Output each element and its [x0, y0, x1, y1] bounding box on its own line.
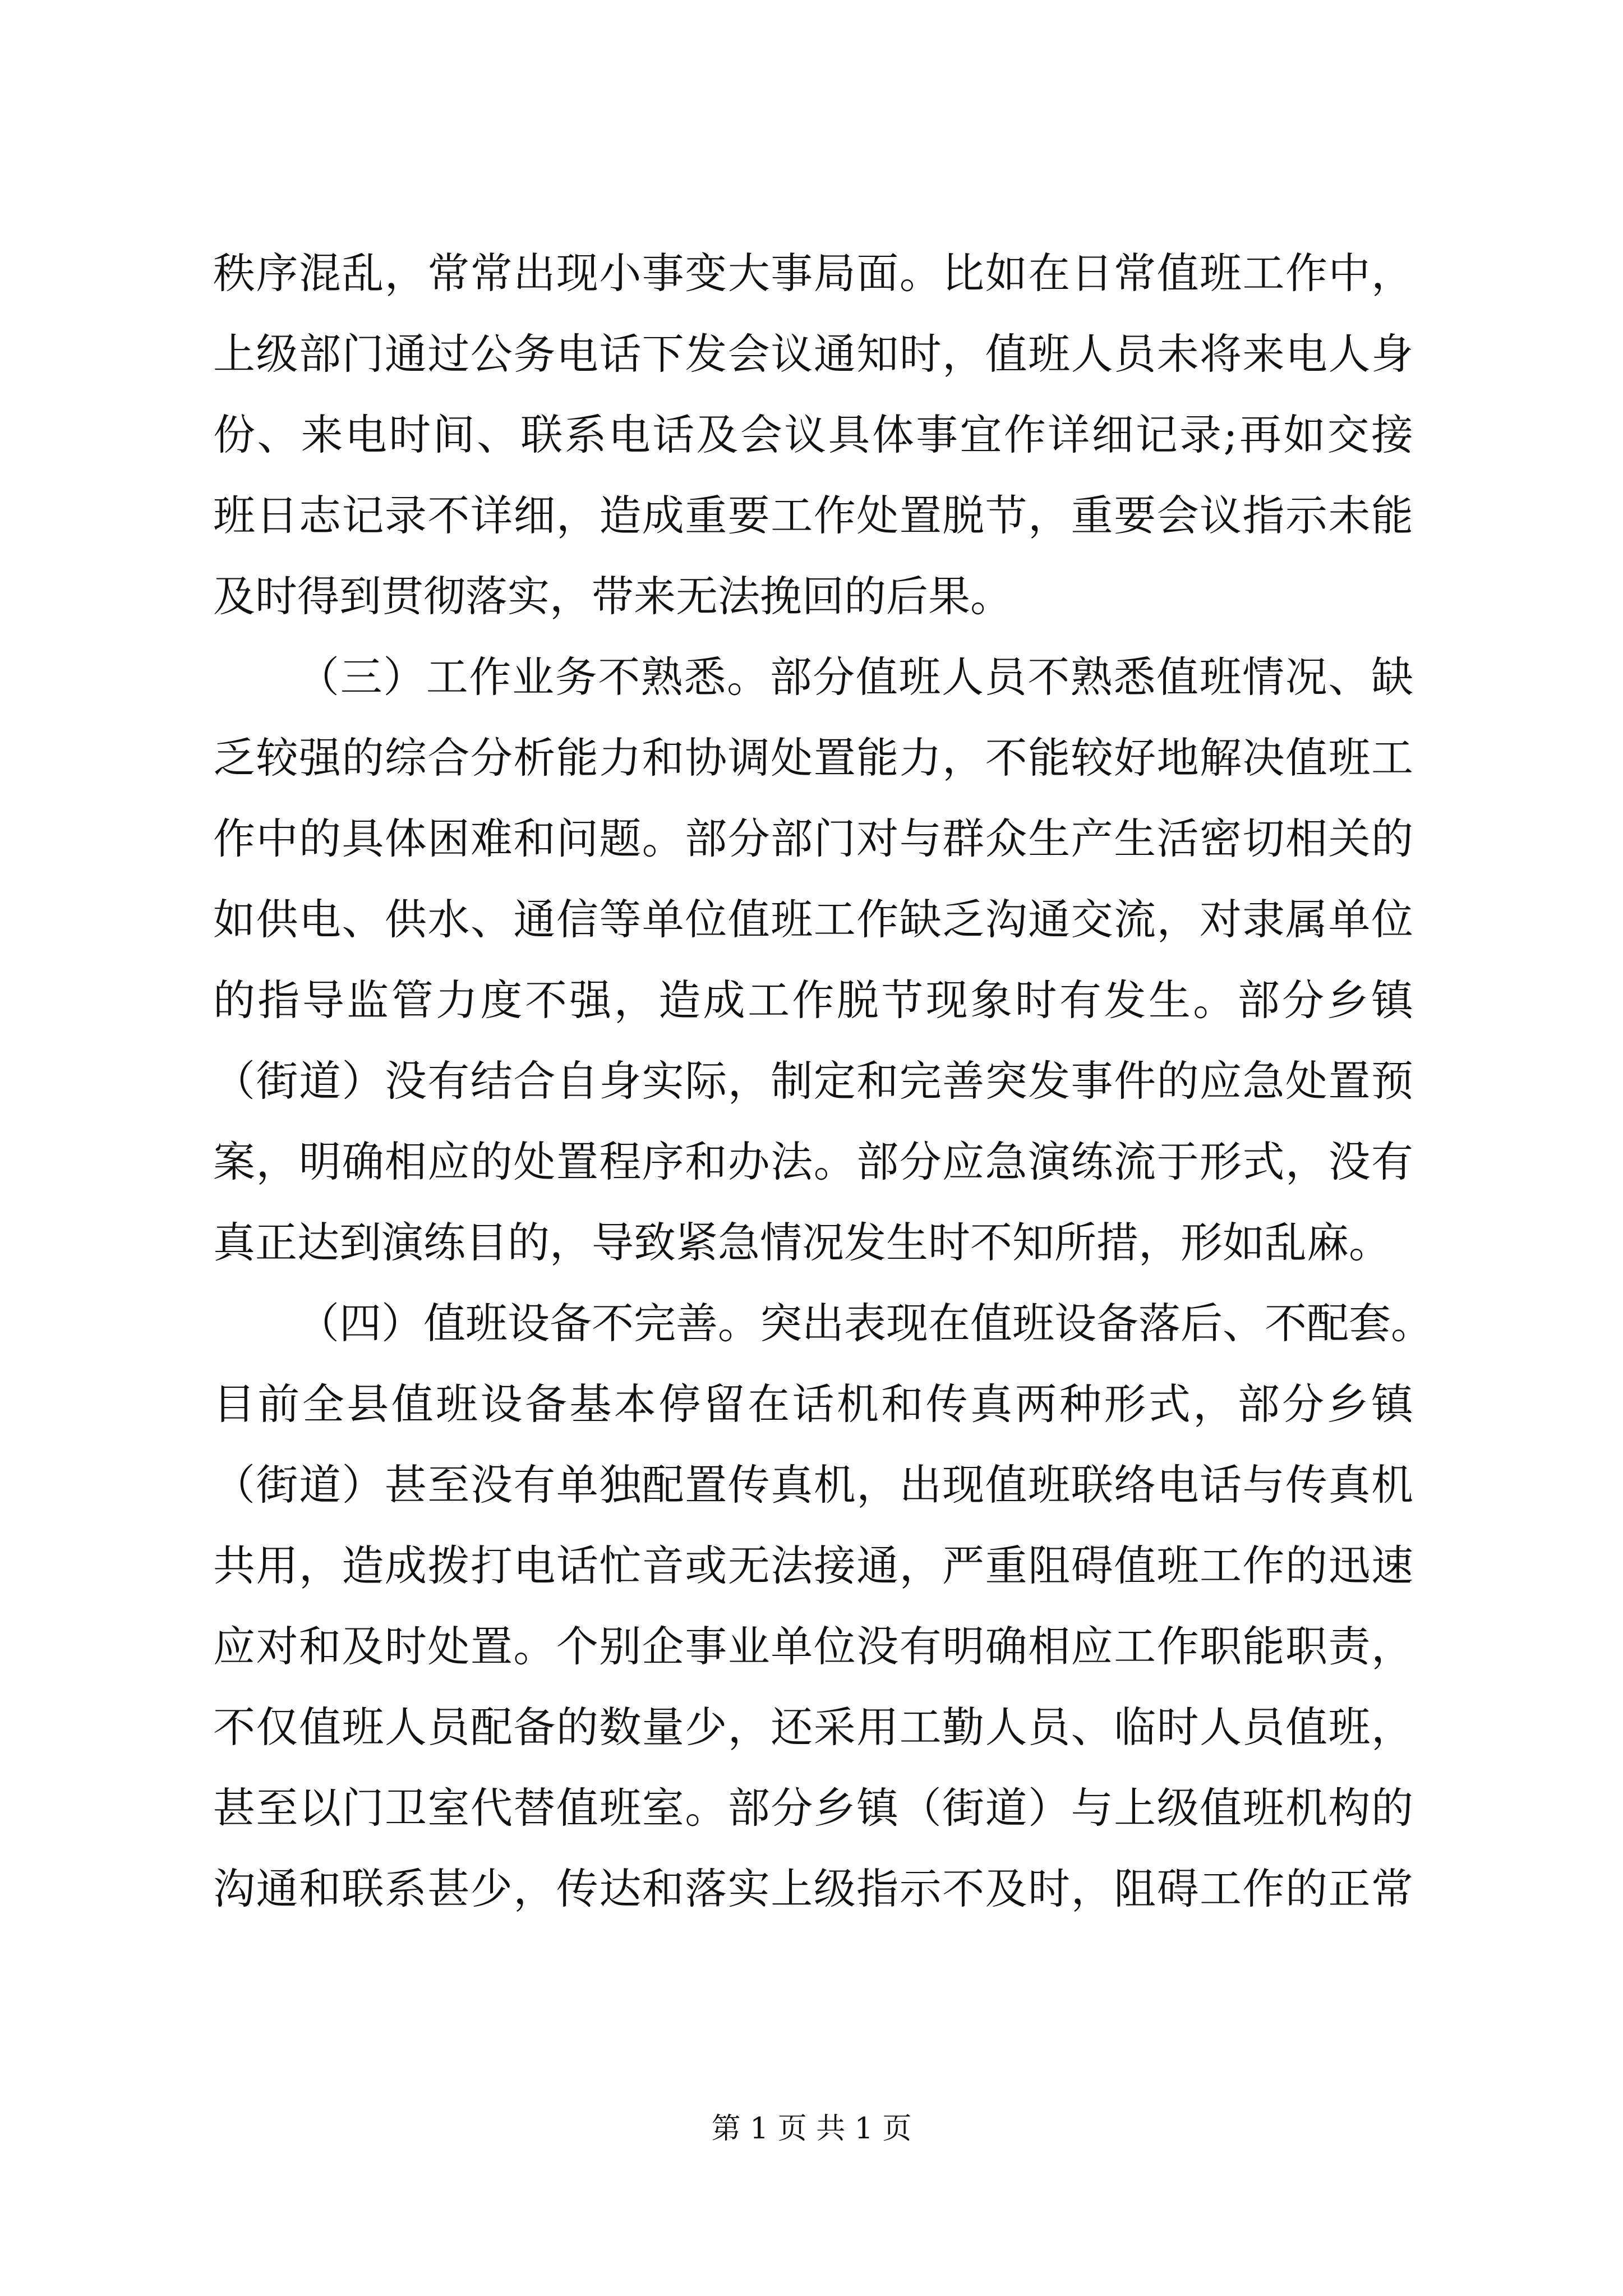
text-line: 上级部门通过公务电话下发会议通知时，值班人员未将来电人身 [213, 329, 1413, 379]
text-line: （三）工作业务不熟悉。部分值班人员不熟悉值班情况、缺 [297, 652, 1413, 702]
text-line: 秩序混乱，常常出现小事变大事局面。比如在日常值班工作中， [213, 249, 1413, 298]
text-line: 如供电、供水、通信等单位值班工作缺乏沟通交流，对隶属单位 [213, 895, 1413, 944]
page-footer: 第 1 页 共 1 页 [711, 2112, 912, 2146]
text-line: 份、来电时间、联系电话及会议具体事宜作详细记录;再如交接 [213, 410, 1413, 459]
text-line: （四）值班设备不完善。突出表现在值班设备落后、不配套。 [297, 1299, 1433, 1348]
text-line: 目前全县值班设备基本停留在话机和传真两种形式，部分乡镇 [213, 1379, 1413, 1429]
text-line: 不仅值班人员配备的数量少，还采用工勤人员、临时人员值班， [213, 1703, 1413, 1752]
text-line: 应对和及时处置。个别企事业单位没有明确相应工作职能职责， [213, 1622, 1413, 1671]
text-line: 及时得到贯彻落实，带来无法挽回的后果。 [213, 572, 1013, 621]
text-line: 乏较强的综合分析能力和协调处置能力，不能较好地解决值班工 [213, 733, 1413, 783]
text-line: （街道）没有结合自身实际，制定和完善突发事件的应急处置预 [213, 1056, 1413, 1106]
text-line: 作中的具体困难和问题。部分部门对与群众生产生活密切相关的 [213, 814, 1413, 863]
text-line: （街道）甚至没有单独配置传真机，出现值班联络电话与传真机 [213, 1460, 1413, 1510]
text-line: 共用，造成拨打电话忙音或无法接通，严重阻碍值班工作的迅速 [213, 1541, 1413, 1590]
text-line: 班日志记录不详细，造成重要工作处置脱节，重要会议指示未能 [213, 491, 1413, 540]
text-line: 真正达到演练目的，导致紧急情况发生时不知所措，形如乱麻。 [213, 1218, 1391, 1267]
text-line: 沟通和联系甚少，传达和落实上级指示不及时，阻碍工作的正常 [213, 1864, 1413, 1913]
text-line: 的指导监管力度不强，造成工作脱节现象时有发生。部分乡镇 [213, 976, 1413, 1025]
text-line: 案，明确相应的处置程序和办法。部分应急演练流于形式，没有 [213, 1137, 1413, 1186]
body-text [213, 233, 1433, 1929]
text-line: 甚至以门卫室代替值班室。部分乡镇（街道）与上级值班机构的 [213, 1783, 1413, 1833]
